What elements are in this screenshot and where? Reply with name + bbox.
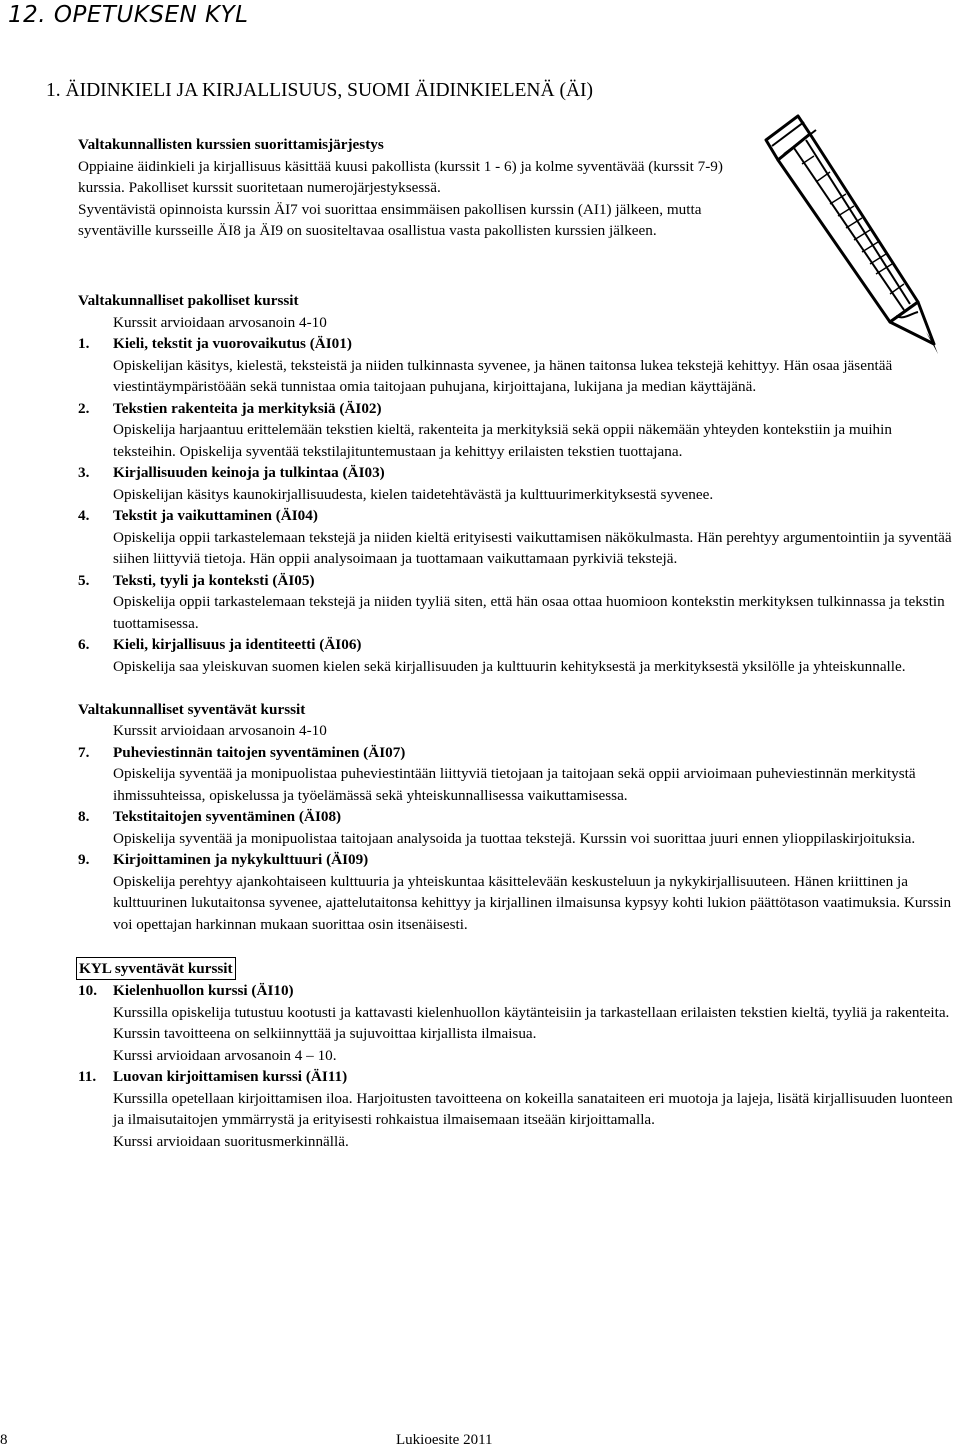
course-item [78,462,958,505]
course-item [78,634,958,677]
course-grading: Kurssi arvioidaan suoritusmerkinnällä. [113,1132,349,1150]
mandatory-title: Valtakunnalliset pakolliset kurssit [78,292,299,309]
course-title: Kieli, tekstit ja vuorovaikutus (ÄI01) [113,335,352,352]
course-title: Kirjoittaminen ja nykykulttuuri (ÄI09) [113,851,369,868]
course-description: Opiskelija saa yleiskuvan suomen kielen sekä kirjallisuuden ja kulttuurin kehityksestä ja merkityksestä yksilölle ja yhteiskunnalle. [113,657,906,675]
course-title: Kirjallisuuden keinoja ja tulkintaa (ÄI03) [113,464,385,481]
course-item [78,1066,958,1152]
course-description: Kurssilla opetellaan kirjoittamisen iloa. Harjoitusten tavoitteena on kokeilla sanataiteen eri muotoja ja lajeja, lisätä kirjallisuuden luonteen ja ilmaisutaitojen ymmärrystä ja erityisesti rohkaistua ilmaisemaan itseään kirjoittamalla. [113,1089,953,1128]
chapter-title: 12. OPETUKSEN KYL [8,2,249,28]
course-item [78,398,958,463]
course-description: Opiskelija perehtyy ajankohtaiseen kulttuuria ja yhteiskuntaa käsittelevään keskusteluun ja nykykirjallisuuteen. Hänen kriittinen ja kulttuurinen lukutaitonsa syvenee, ajattelutaitonsa kehittyy ja kirjallinen ilmaisunsa kypsyy kohti lukion päättötason vaatimuksia. Kurssin voi opettajan harkinnan mukaan suorittaa osin itsenäisesti. [113,872,952,933]
course-item [78,849,958,935]
course-number: 5. [78,571,90,589]
course-item [78,333,958,398]
advanced-title: Valtakunnalliset syventävät kurssit [78,700,306,718]
section-heading: 1. ÄIDINKIELI JA KIRJALLISUUS, SUOMI ÄIDINKIELENÄ (ÄI) [46,80,594,101]
intro-heading: Valtakunnallisten kurssien suorittamisjärjestys [78,136,384,153]
course-number: 8. [78,808,90,825]
course-description: Kurssilla opiskelija tutustuu kootusti ja kattavasti kielenhuollon käytänteisiin ja tarkastellaan erilaisten tekstien kieltä, tyyliä ja rakenteita. Kurssin tavoitteena on selkiinnyttää ja sujuvoittaa kirjallista ilmaisua. [113,1003,950,1042]
course-description: Opiskelijan käsitys, kielestä, teksteistä ja niiden tulkinnasta syvenee, ja hänen taitonsa lukea tekstejä kehittyy. Hän osaa jäsentää viestintäympäristöään sekä tunnistaa omia taitojaan puhujana, kirjoittajana, lukijana ja median käyttäjänä. [113,356,893,395]
course-description: Opiskelija syventää ja monipuolistaa puheviestintään liittyviä tietojaan ja taitojaan sekä oppii arvioimaan puheviestinnän merkitystä ihmissuhteissa, opiskelussa ja työelämässä sekä yhteiskunnallisessa vaikuttamisessa. [113,765,916,804]
footer-title: Lukioesite 2011 [396,1432,493,1448]
course-description: Opiskelija harjaantuu erittelemään tekstien kieltä, rakenteita ja merkityksiä sekä oppii näkemään yhteyden kontekstiin ja muihin teksteihin. Opiskelija syventää tekstilajituntemustaan ja kehittyy erilaisten tekstien tuottajana. [113,421,892,460]
course-item [78,505,958,570]
course-item [78,570,958,635]
course-item [78,980,958,1066]
course-number: 3. [78,464,90,481]
course-number: 2. [78,399,90,417]
course-number: 10. [78,982,97,999]
course-item [78,806,958,849]
course-description: Opiskelija oppii tarkastelemaan tekstejä ja niiden kieltä erityisesti vaikuttamisen näkökulmasta. Hän perehtyy argumentointiin ja syventää siihen liittyviä tietoja. Hän oppii analysoimaan ja tuottamaan vaikuttamaan pyrkiviä tekstejä. [113,528,952,567]
course-list [78,290,958,1152]
course-number: 7. [78,743,90,761]
course-title: Tekstitaitojen syventäminen (ÄI08) [113,808,342,825]
course-number: 1. [78,335,90,352]
course-title: Kielenhuollon kurssi (ÄI10) [113,982,294,999]
course-title: Tekstit ja vaikuttaminen (ÄI04) [113,507,318,524]
course-number: 4. [78,507,90,524]
course-title: Teksti, tyyli ja konteksti (ÄI05) [113,571,315,589]
course-number: 6. [78,636,90,653]
course-grading: Kurssi arvioidaan arvosanoin 4 – 10. [113,1046,337,1064]
course-description: Opiskelija oppii tarkastelemaan tekstejä ja niiden tyyliä siten, että hän osaa ottaa huomioon kontekstin merkityksen tulkinnassa ja tekstin tuottamisessa. [113,593,945,632]
mandatory-grading-note: Kurssit arvioidaan arvosanoin 4-10 [113,313,327,331]
course-title: Puheviestinnän taitojen syventäminen (ÄI07) [113,743,406,761]
course-item [78,742,958,807]
course-number: 9. [78,851,90,868]
course-description: Opiskelijan käsitys kaunokirjallisuudesta, kielen taidetehtävästä ja kulttuurimerkityksestä syvenee. [113,485,714,503]
intro-block [78,134,758,242]
course-number: 11. [78,1068,97,1085]
course-description: Opiskelija syventää ja monipuolistaa taitojaan analysoida ja tuottaa tekstejä. Kurssin voi suorittaa juuri ennen ylioppilaskirjoituksia. [113,829,916,847]
advanced-grading-note: Kurssit arvioidaan arvosanoin 4-10 [113,722,327,739]
page-number: 8 [0,1432,8,1448]
intro-paragraph-1: Oppiaine äidinkieli ja kirjallisuus käsittää kuusi pakollista (kurssit 1 - 6) ja kolme syventävää (kurssit 7-9) kurssia. Pakolliset kurssit suoritetaan numerojärjestyksessä. [78,157,723,196]
course-title: Tekstien rakenteita ja merkityksiä (ÄI02) [113,399,382,417]
intro-paragraph-2: Syventävistä opinnoista kurssin ÄI7 voi suorittaa ensimmäisen pakollisen kurssin (AI1) jälkeen, mutta syventäville kursseille ÄI8 ja ÄI9 on suositeltavaa osallistua vasta pakollisten kurssien jälkeen. [78,200,702,239]
kyl-section-title: KYL syventävät kurssit [76,957,236,981]
course-title: Luovan kirjoittamisen kurssi (ÄI11) [113,1068,348,1085]
course-title: Kieli, kirjallisuus ja identiteetti (ÄI06) [113,636,362,653]
